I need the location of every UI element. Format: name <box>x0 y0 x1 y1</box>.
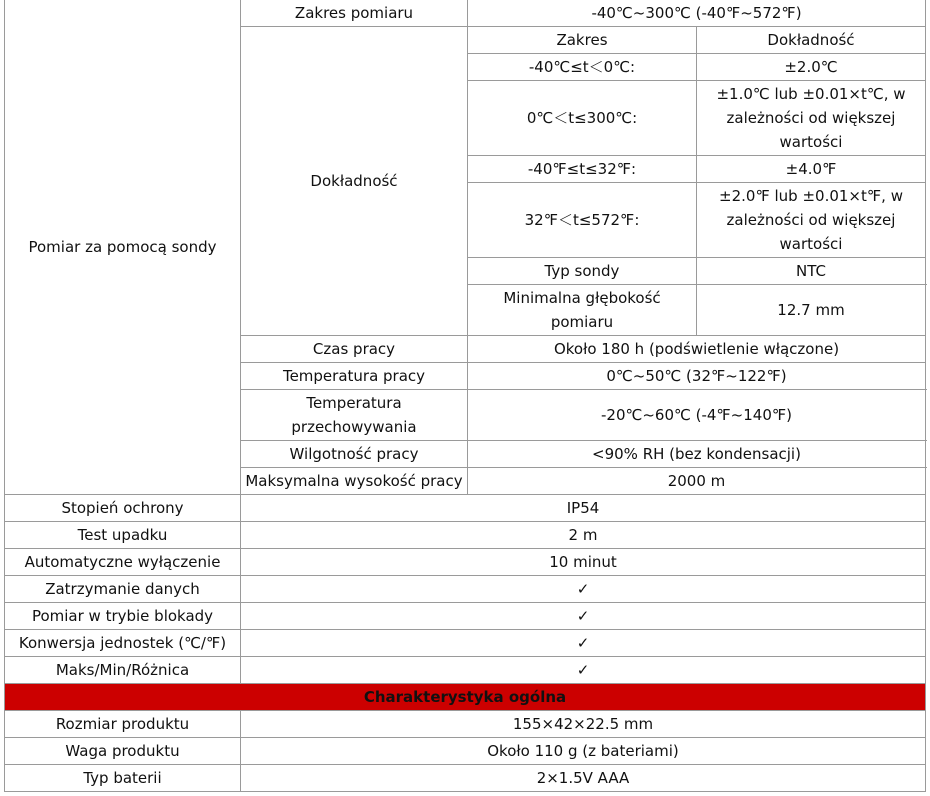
table-row <box>5 603 926 630</box>
checkmark-icon: ✓ <box>241 657 926 684</box>
range-label: Zakres pomiaru <box>241 0 468 27</box>
table-row <box>5 738 926 765</box>
spec-value: 2000 m <box>468 468 926 495</box>
section-header-row <box>5 684 926 711</box>
spec-value: IP54 <box>241 495 926 522</box>
table-row <box>5 630 926 657</box>
accuracy-range-cell: -40℉≤t≤32℉: <box>468 156 697 183</box>
accuracy-range-cell: 32℉＜t≤572℉: <box>468 183 697 258</box>
work-time-label: Czas pracy <box>241 336 468 363</box>
accuracy-range-cell: -40℃≤t＜0℃: <box>468 54 697 81</box>
spec-label: Stopień ochrony <box>5 495 241 522</box>
specification-table <box>4 0 926 792</box>
spec-label: Test upadku <box>5 522 241 549</box>
spec-value: 0℃~50℃ (32℉~122℉) <box>468 363 926 390</box>
table-row <box>5 495 926 522</box>
spec-value: 10 minut <box>241 549 926 576</box>
checkmark-icon: ✓ <box>241 630 926 657</box>
probe-type-value: NTC <box>697 258 926 285</box>
spec-label: Automatyczne wyłączenie <box>5 549 241 576</box>
checkmark-icon: ✓ <box>241 576 926 603</box>
spec-label: Typ baterii <box>5 765 241 792</box>
accuracy-label: Dokładność <box>241 27 468 336</box>
probe-type-label: Typ sondy <box>468 258 697 285</box>
spec-label: Konwersja jednostek (℃/℉) <box>5 630 241 657</box>
spec-label: Temperatura pracy <box>241 363 468 390</box>
spec-value: 2×1.5V AAA <box>241 765 926 792</box>
spec-label: Maksymalna wysokość pracy <box>241 468 468 495</box>
accuracy-value-cell: ±2.0℉ lub ±0.01×t℉, w zależności od większej wartości <box>697 183 926 258</box>
table-row <box>5 522 926 549</box>
table-row <box>5 711 926 738</box>
spec-label: Temperatura przechowywania <box>241 390 468 441</box>
table-row <box>5 657 926 684</box>
accuracy-value-cell: ±1.0℃ lub ±0.01×t℃, w zależności od większej wartości <box>697 81 926 156</box>
table-row <box>5 549 926 576</box>
accuracy-value-cell: ±4.0℉ <box>697 156 926 183</box>
spec-value: <90% RH (bez kondensacji) <box>468 441 926 468</box>
spec-value: Około 110 g (z bateriami) <box>241 738 926 765</box>
spec-label: Maks/Min/Różnica <box>5 657 241 684</box>
min-depth-label: Minimalna głębokość pomiaru <box>468 285 697 336</box>
spec-value: 2 m <box>241 522 926 549</box>
section-title: Charakterystyka ogólna <box>5 684 926 711</box>
accuracy-value-cell: ±2.0℃ <box>697 54 926 81</box>
work-time-value: Około 180 h (podświetlenie włączone) <box>468 336 926 363</box>
spec-label: Wilgotność pracy <box>241 441 468 468</box>
spec-value: 155×42×22.5 mm <box>241 711 926 738</box>
sub-header-range: Zakres <box>468 27 697 54</box>
table-row <box>5 765 926 792</box>
checkmark-icon: ✓ <box>241 603 926 630</box>
table-row <box>5 0 926 27</box>
accuracy-range-cell: 0℃＜t≤300℃: <box>468 81 697 156</box>
probe-group-label: Pomiar za pomocą sondy <box>5 0 241 495</box>
spec-label: Pomiar w trybie blokady <box>5 603 241 630</box>
sub-header-accuracy: Dokładność <box>697 27 926 54</box>
min-depth-value: 12.7 mm <box>697 285 926 336</box>
table-row <box>5 576 926 603</box>
range-value: -40℃~300℃ (-40℉~572℉) <box>468 0 926 27</box>
spec-label: Zatrzymanie danych <box>5 576 241 603</box>
spec-label: Waga produktu <box>5 738 241 765</box>
spec-value: -20℃~60℃ (-4℉~140℉) <box>468 390 926 441</box>
spec-label: Rozmiar produktu <box>5 711 241 738</box>
